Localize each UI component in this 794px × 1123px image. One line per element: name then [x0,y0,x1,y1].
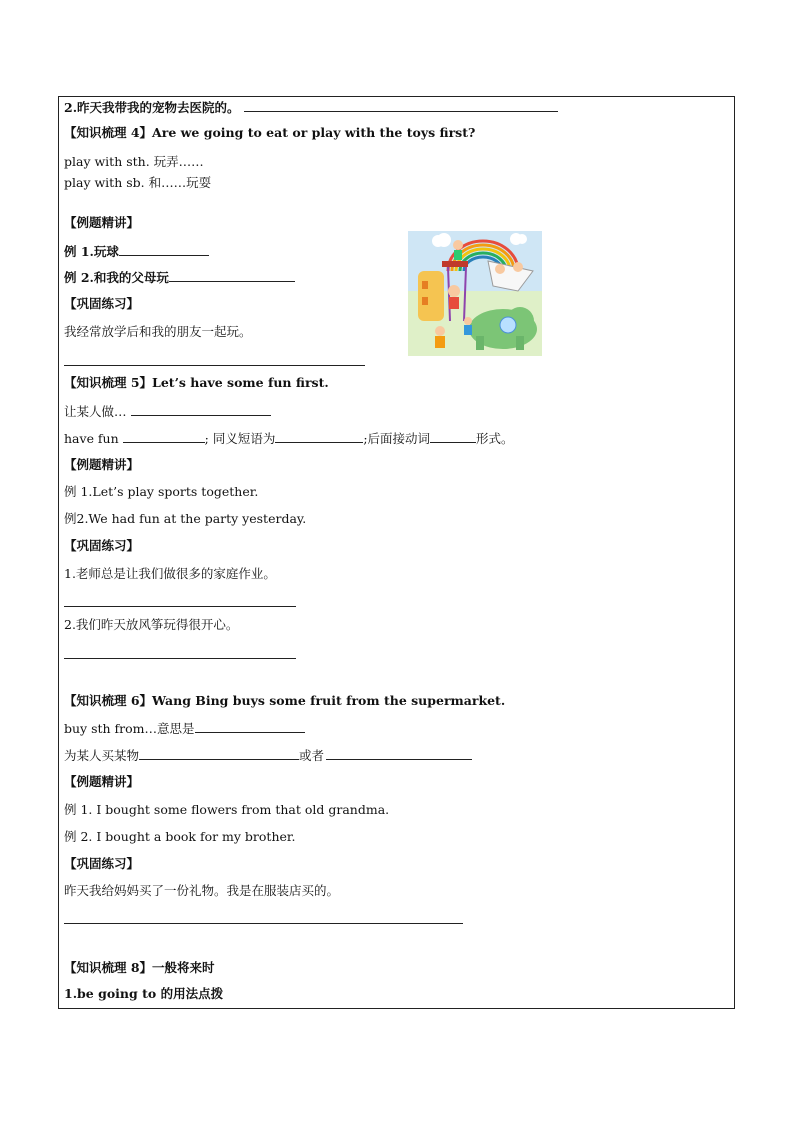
sentence-text: 2.昨天我带我的宠物去医院的。 [64,100,240,115]
answer-blank[interactable] [139,747,299,760]
answer-blank[interactable] [119,243,209,256]
phrase-text: 或者 [299,748,325,763]
answer-line[interactable] [64,658,296,659]
practice-item: 2.我们昨天放风筝玩得很开心。 [64,617,239,632]
section-header: 【知识梳理 6】Wang Bing buys some fruit from the supermarket. [64,693,506,708]
playground-illustration [408,231,542,356]
answer-line[interactable] [64,606,296,607]
practice-heading: 【巩固练习】 [64,856,140,871]
answer-blank[interactable] [326,747,472,760]
phrase-item [64,720,305,737]
answer-blank[interactable] [195,720,305,733]
phrase-text: ; 同义短语为 [204,431,276,446]
section-header: 【知识梳理 8】一般将来时 [64,960,215,975]
phrase-text: 为某人买某物 [64,748,140,763]
example-text: 例 2.和我的父母玩 [64,270,169,285]
phrase-text: 让某人做… [64,404,127,419]
subsection-title: 1.be going to 的用法点拨 [64,986,224,1001]
answer-blank[interactable] [131,403,271,416]
practice-item: 1.老师总是让我们做很多的家庭作业。 [64,566,276,581]
phrase-text: have fun [64,431,123,446]
examples-heading: 【例题精讲】 [64,215,140,230]
phrase-item [64,430,514,447]
answer-blank[interactable] [169,269,295,282]
section-header: 【知识梳理 5】Let’s have some fun first. [64,375,329,390]
answer-blank[interactable] [430,430,476,443]
practice-heading: 【巩固练习】 [64,296,140,311]
answer-blank[interactable] [244,99,558,112]
answer-line[interactable] [64,923,463,924]
phrase-item: play with sth. 玩弄…… [64,154,204,169]
practice-item: 昨天我给妈妈买了一份礼物。我是在服装店买的。 [64,883,340,898]
example-item: 例 2. I bought a book for my brother. [64,829,296,844]
sentence-line [64,99,558,116]
examples-heading: 【例题精讲】 [64,774,140,789]
answer-blank[interactable] [123,430,205,443]
phrase-text: 形式。 [476,431,514,446]
example-item: 例 1.Let’s play sports together. [64,484,259,499]
content-frame [58,96,735,1009]
examples-heading: 【例题精讲】 [64,457,140,472]
phrase-text: ;后面接动词 [363,431,431,446]
example-item [64,269,295,286]
example-item [64,243,209,260]
answer-blank[interactable] [275,430,363,443]
example-text: 例 1.玩球 [64,244,119,259]
practice-item: 我经常放学后和我的朋友一起玩。 [64,324,252,339]
section-header: 【知识梳理 4】Are we going to eat or play with the toys first? [64,125,476,140]
example-item: 例 1. I bought some flowers from that old grandma. [64,802,390,817]
phrase-text: buy sth from…意思是 [64,721,195,736]
phrase-item [64,403,271,420]
phrase-item [64,747,472,764]
phrase-item: play with sb. 和……玩耍 [64,175,212,190]
answer-line[interactable] [64,365,365,366]
example-item: 例2.We had fun at the party yesterday. [64,511,307,526]
practice-heading: 【巩固练习】 [64,538,140,553]
